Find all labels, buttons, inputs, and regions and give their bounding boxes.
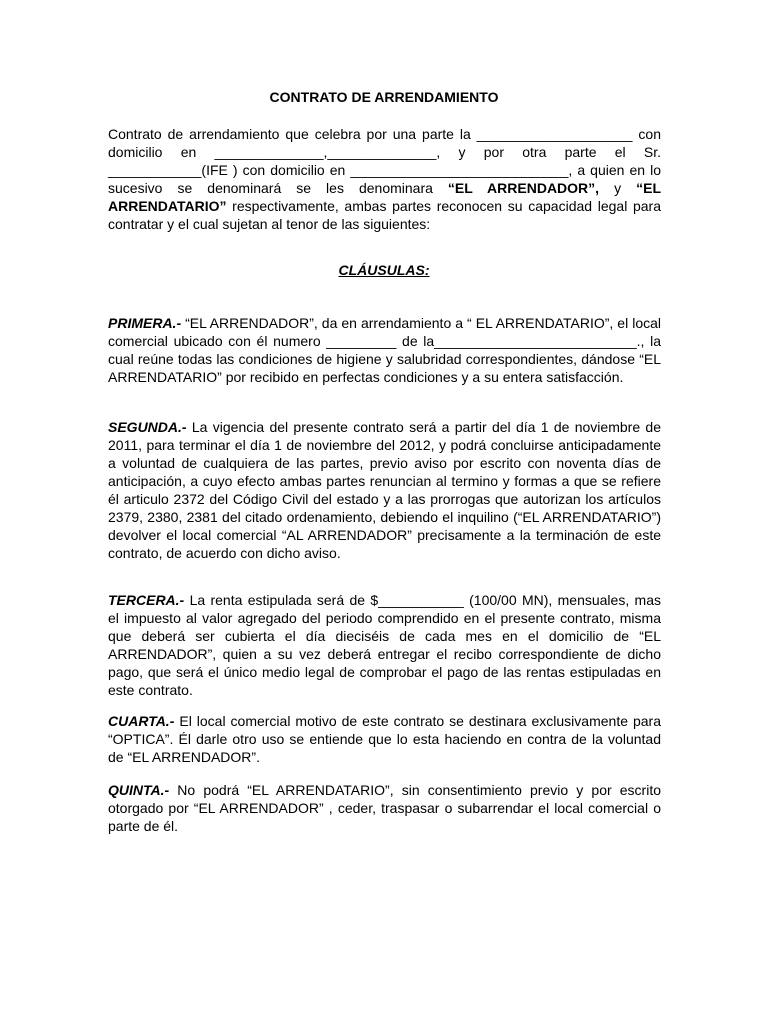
clause-segunda (108, 418, 661, 562)
clause-quinta (108, 781, 661, 835)
clause-primera (108, 314, 661, 386)
clause-label: QUINTA.- (108, 782, 170, 798)
clause-text: La vigencia del presente contrato será a partir del día 1 de noviembre de 2011, para terminar el día 1 de noviembre del 2012, y podrá concluirse anticipadamente a voluntad de cualquiera de las partes, previo aviso por escrito con noventa días de anticipación, a cuyo efecto ambas partes renuncian al termino y formas a que se refiere él articulo 2372 del Código Civil del estado y a las prorrogas que autorizan los artículos 2379, 2380, 2381 del citado ordenamiento, debiendo el inquilino (“EL ARRENDATARIO”) devolver el local comercial “AL ARRENDADOR” precisamente a la terminación de este contrato, de acuerdo con dicho aviso. (108, 419, 661, 561)
intro-text-3: respectivamente, ambas partes reconocen su capacidad legal para contratar y el cual sujetan al tenor de las siguientes: (108, 198, 661, 232)
intro-text-2: y (599, 180, 637, 196)
clausulas-heading: CLÁUSULAS: (338, 262, 430, 278)
intro-arrendador-label: “EL ARRENDADOR”, (447, 180, 600, 196)
clause-label: CUARTA.- (108, 713, 175, 729)
clause-text: La renta estipulada será de $___________ (100/00 MN), mensuales, mas el impuesto al valor agregado del periodo comprendido en el presente contrato, misma que deberá ser cubierta el día dieciséis de cada mes en el domicilio de “EL ARRENDADOR”, quien a su vez deberá entregar el recibo correspondiente de dicho pago, que será el único medio legal de comprobar el pago de las rentas estipuladas en este contrato. (108, 592, 661, 698)
intro-paragraph (108, 125, 661, 233)
clause-cuarta (108, 712, 661, 766)
intro-arrendatario-label: “EL ARRENDATARIO” (108, 180, 661, 214)
clause-label: TERCERA.- (108, 592, 185, 608)
intro-text-1: Contrato de arrendamiento que celebra por una parte la ____________________ con domicilio en ______________,______________, y por otra parte el Sr. ____________(IFE ) con domicilio en ____________________________, a quien en lo sucesivo se denominará se les denominara (108, 126, 661, 196)
clause-label: PRIMERA.- (108, 315, 182, 331)
clause-tercera (108, 591, 661, 699)
clause-text: No podrá “EL ARRENDATARIO”, sin consentimiento previo y por escrito otorgado por “EL ARRENDADOR” , ceder, traspasar o subarrendar el local comercial o parte de él. (108, 782, 661, 834)
clause-label: SEGUNDA.- (108, 419, 187, 435)
clause-text: El local comercial motivo de este contrato se destinara exclusivamente para “OPTICA”. Él darle otro uso se entiende que lo esta haciendo en contra de la voluntad de “EL ARRENDADOR”. (108, 713, 661, 765)
clause-text: “EL ARRENDADOR”, da en arrendamiento a “ EL ARRENDATARIO”, el local comercial ubicado con él numero _________ de la__________________________., la cual reúne todas las condiciones de higiene y salubridad correspondientes, dándose “EL ARRENDATARIO” por recibido en perfectas condiciones y a su entera satisfacción. (108, 315, 661, 385)
document-title: CONTRATO DE ARRENDAMIENTO (269, 89, 499, 105)
